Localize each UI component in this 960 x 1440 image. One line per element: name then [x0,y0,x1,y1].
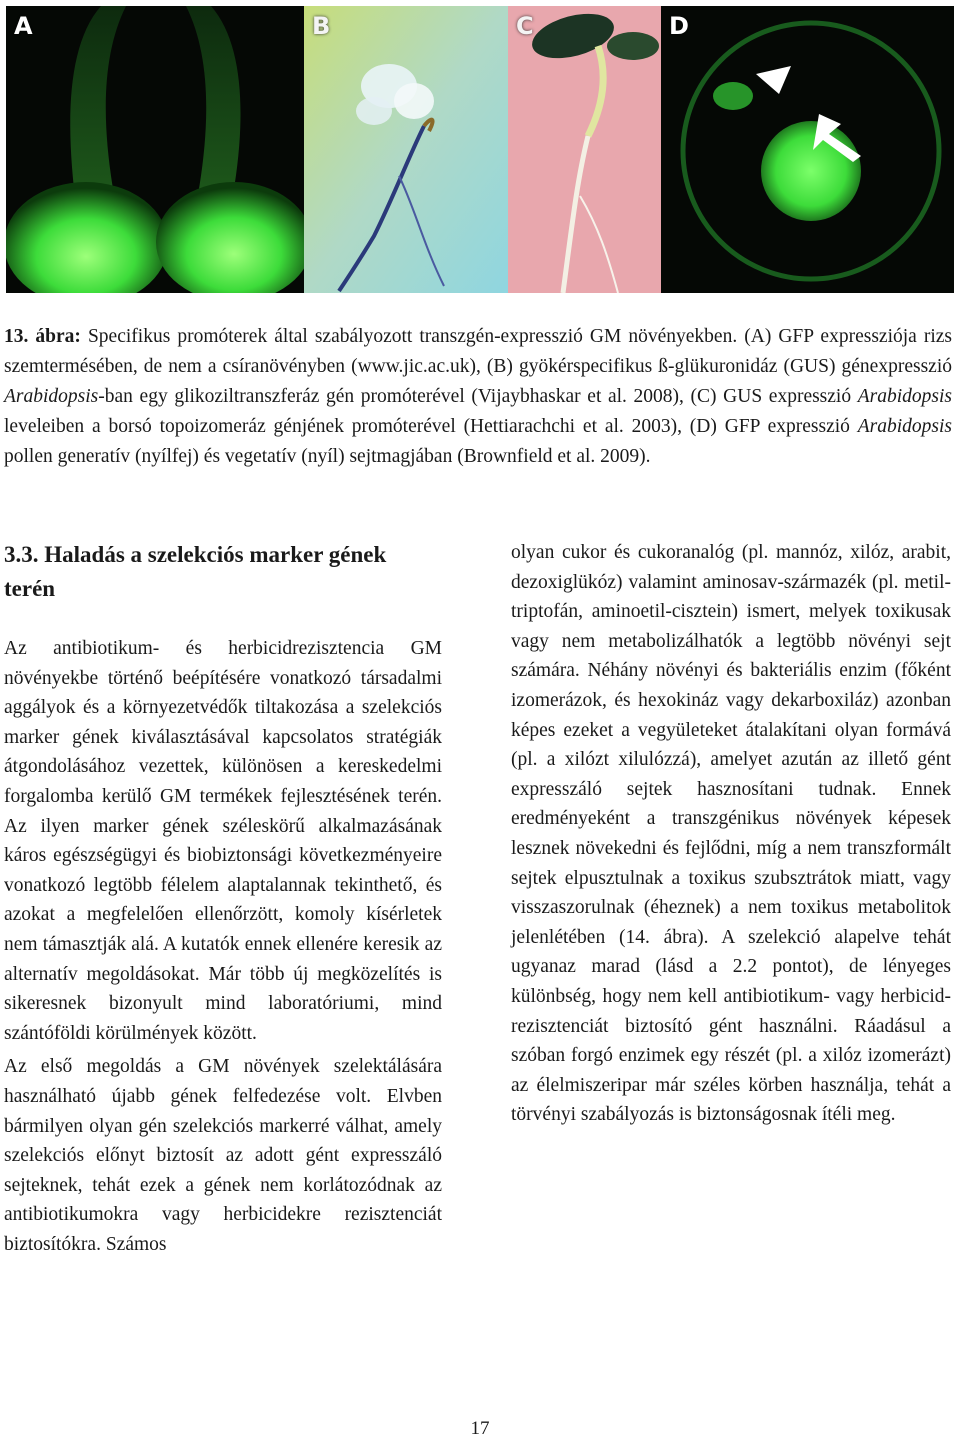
panel-a-illustration [6,6,304,293]
panel-b-root-gus-image [304,6,508,293]
panel-b-label: B [312,12,331,40]
panel-d-label: D [669,12,689,40]
figure-13 [6,6,954,293]
panel-c-illustration [508,6,661,293]
left-paragraph-2: Az első megoldás a GM növények szelektálására használható újabb gének felfedezése volt. Elvben bármilyen olyan gén szelekciós markerré válhat, amely szelekciós előnyt biztosít az adott gént expresszáló sejteknek, tehát ezek a gének nem korlátozódnak az antibiotikumokra vagy herbicidekre rezisztenciát biztosítókra. Számos [4,1056,442,1255]
section-heading: 3.3. Haladás a szelekciós marker gének terén [4,542,387,601]
caption-text-part3: leveleiben a borsó topoizomeráz génjének promóterével (Hettiarachchi et al. 2003), (D) GFP expresszió [4,416,858,437]
caption-text-part2: -ban egy glikoziltranszferáz gén promóterével (Vijaybhaskar et al. 2008), (C) GUS expresszió [98,386,858,407]
panel-d-illustration [661,6,954,293]
panel-a-rice-gfp-image [6,6,304,293]
left-paragraph-1: Az antibiotikum- és herbicidrezisztencia GM növényekbe történő beépítésére vonatkozó társadalmi aggályok és a környezetvédők tiltakozása a szelekciós marker gének kiválasztásával kapcsolatos stratégiák átgondolásához vezettek, különösen a kereskedelmi forgalomba kerülő GM termékek fejlesztésének terén. Az ilyen marker gének széleskörű alkalmazásának káros egészségügyi és biobiztonsági következményeire vonatkozó legtöbb félelem alaptalannak tekinthető, és azokat a megfelelően ellenőrzött, komoly kísérletek nem támasztják alá. A kutatók ennek ellenére keresik az alternatív megoldásokat. Már több új megközelítés is sikeresnek bizonyult mind laboratóriumi, mind szántóföldi körülmények között. [4,638,442,1044]
figure-caption [4,322,952,472]
caption-label: 13. ábra: [4,326,81,347]
right-paragraph-1: olyan cukor és cukoranalóg (pl. mannóz, xilóz, arabit, dezoxiglükóz) valamint aminosav-származék (pl. metil-triptofán, aminoetil-cisztein) ismert, melyek toxikusak vagy nem metabolizálhatók a legtöbb növényi sejt számára. Néhány növényi és bakteriális enzim (főként izomerázok, és hexokináz vagy dekarboxiláz) azonban képes ezeket a vegyületeket átalakítani olyan formává (pl. a xilózt xilulózzá), amelyet azután az illető gént expresszáló sejtek hasznosítani tudnak. Ennek eredményeként a transzgénikus növények képesek lesznek növekedni és fejlődni, míg a nem transzformált sejtek elpusztulnak a toxikus szubsztrátok miatt, vagy visszaszorulnak (éheznek) a nem toxikus metabolitok jelenlétében (14. ábra). A szelekció alapelve tehát ugyanaz marad (lásd a 2.2 pontot), de lényeges különbség, hogy nem kell antibiotikum- vagy herbicid-rezisztenciát biztosító gént használni. Ráadásul a szóban forgó enzimek egy részét (pl. a xilóz izomerázt) az élelmiszeripar már széles körben használja, tehát a törvényi szabályozás is biztonságosnak ítéli meg. [511,542,951,1126]
panel-d-pollen-gfp-image [661,6,954,293]
panel-b-illustration [304,6,508,293]
panel-c-label: C [516,12,534,40]
caption-italic-species-1: Arabidopsis [4,386,99,407]
caption-text-part4: pollen generatív (nyílfej) és vegetatív (nyíl) sejtmagjában (Brownfield et al. 2009). [4,446,651,467]
left-column [4,538,442,1263]
panel-c-leaf-gus-image [508,6,661,293]
page-number: 17 [470,1418,490,1439]
right-column [511,538,951,1130]
caption-italic-species-2: Arabidopsis [857,386,952,407]
caption-text-part1: Specifikus promóterek által szabályozott transzgén-expresszió GM növényekben. (A) GFP expressziója rizs szemtermésében, de nem a csíranövényben (www.jic.ac.uk), (B) gyökérspecifikus ß-glükuronidáz (GUS) génexpresszió [4,326,953,377]
caption-italic-species-3: Arabidopsis [857,416,952,437]
panel-a-label: A [14,12,33,40]
